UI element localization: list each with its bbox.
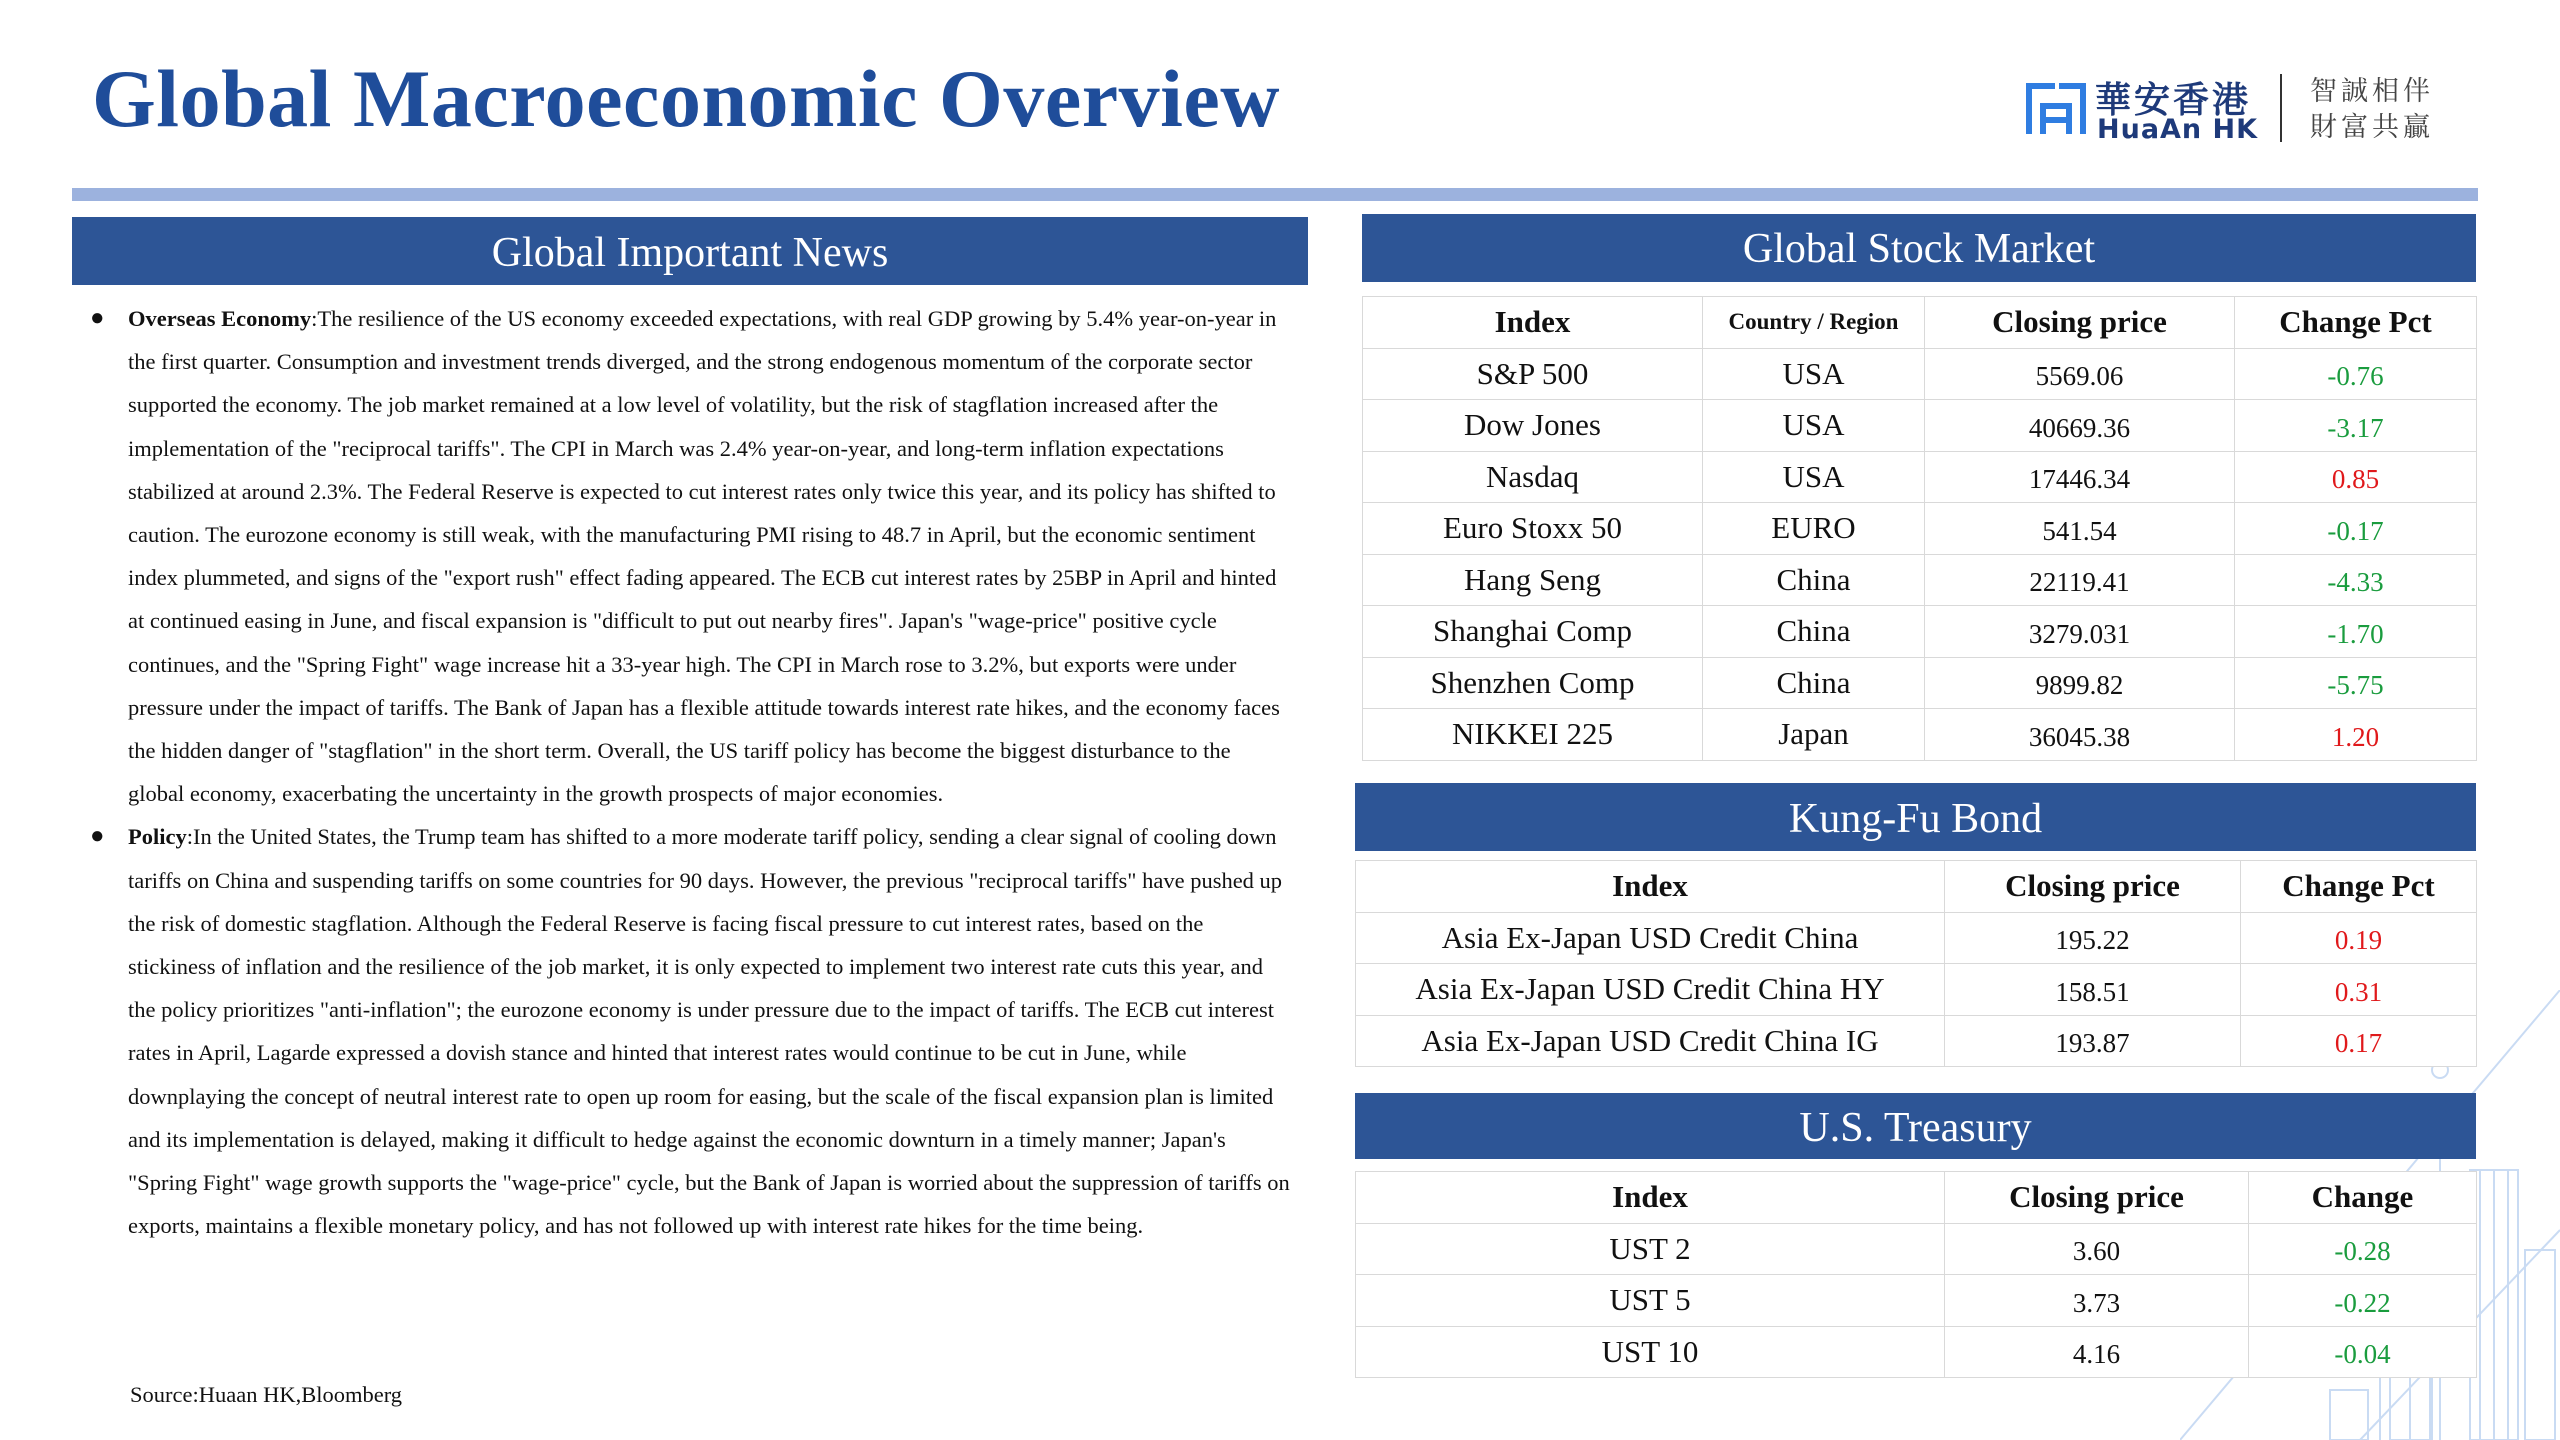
change-pct-cell: -0.76 bbox=[2235, 348, 2477, 400]
news-item-label: Overseas Economy bbox=[128, 306, 312, 331]
slogan-line-2: 財富共贏 bbox=[2310, 112, 2434, 143]
column-header: Closing price bbox=[1945, 861, 2241, 913]
closing-price-cell: 22119.41 bbox=[1925, 554, 2235, 606]
change-pct-cell: -4.33 bbox=[2235, 554, 2477, 606]
news-item-text: The resilience of the US economy exceeded expectations, with real GDP growing by 5.4% year-on-year in the first quarter. Consumption and investment trends diverged, and the strong endogenous momentum of the corporate sector supported the economy. The job market remained at a low level of volatility, but the risk of stagflation increased after the implementation of the "reciprocal tariffs". The CPI in March was 2.4% year-on-year, and long-term inflation expectations stabilized at around 2.3%. The Federal Reserve is expected to cut interest rates only twice this year, and its policy has shifted to caution. The eurozone economy is still weak, with the manufacturing PMI rising to 48.7 in April, but the economic sentiment index plummeted, and signs of the "export rush" effect fading appeared. The ECB cut interest rates by 25BP in April and hinted at continued easing in June, and fiscal expansion is "difficult to put out nearby fires". Japan's "wage-price" positive cycle continues, and the "Spring Fight" wage increase hit a 33-year high. The CPI in March rose to 3.2%, but exports were under pressure under the impact of tariffs. The Bank of Japan has a flexible attitude towards interest rate hikes, and the economy faces the hidden danger of "stagflation" in the short term. Overall, the US tariff policy has become the biggest disturbance to the global economy, exacerbating the uncertainty in the growth prospects of major economies. bbox=[128, 306, 1280, 807]
column-header: Country / Region bbox=[1703, 297, 1925, 349]
index-cell: Dow Jones bbox=[1363, 400, 1703, 452]
region-cell: China bbox=[1703, 554, 1925, 606]
region-cell: USA bbox=[1703, 451, 1925, 503]
change-pct-cell: 0.85 bbox=[2235, 451, 2477, 503]
closing-price-cell: 541.54 bbox=[1925, 503, 2235, 555]
news-item-overseas-economy bbox=[90, 297, 1290, 815]
column-header: Index bbox=[1356, 1172, 1945, 1224]
column-header: Change Pct bbox=[2235, 297, 2477, 349]
table-row bbox=[1363, 554, 2477, 606]
index-cell: Shanghai Comp bbox=[1363, 606, 1703, 658]
change-cell: -0.22 bbox=[2249, 1275, 2477, 1327]
index-cell: UST 2 bbox=[1356, 1223, 1945, 1275]
closing-price-cell: 36045.38 bbox=[1925, 709, 2235, 761]
logo-name-cn: 華安香港 bbox=[2095, 80, 2252, 121]
index-cell: Asia Ex-Japan USD Credit China HY bbox=[1356, 964, 1945, 1016]
index-cell: Hang Seng bbox=[1363, 554, 1703, 606]
change-cell: -0.04 bbox=[2249, 1326, 2477, 1378]
table-header-row bbox=[1363, 297, 2477, 349]
change-pct-cell: -5.75 bbox=[2235, 657, 2477, 709]
table-row bbox=[1356, 1223, 2477, 1275]
closing-price-cell: 158.51 bbox=[1945, 964, 2241, 1016]
bullet-icon: ● bbox=[90, 305, 105, 331]
treasury-table bbox=[1355, 1171, 2477, 1378]
news-item-text: In the United States, the Trump team has shifted to a more moderate tariff policy, sending a clear signal of cooling down tariffs on China and suspending tariffs on some countries for 90 days. However, the previous "reciprocal tariffs" have pushed up the risk of domestic stagflation. Although the Federal Reserve is facing fiscal pressure to cut interest rates, based on the stickiness of inflation and the resilience of the job market, it is only expected to implement two interest rate cuts this year, and the policy prioritizes "anti-inflation"; the eurozone economy is under pressure due to the impact of tariffs. The ECB cut interest rates in April, Lagarde expressed a dovish stance and hinted that interest rates would continue to be cut in June, while downplaying the concept of neutral interest rate to open up room for easing, but the scale of the fiscal expansion plan is limited and its implementation is delayed, making it difficult to hedge against the economic downturn in a timely manner; Japan's "Spring Fight" wage growth supports the "wage-price" cycle, but the Bank of Japan is worried about the suppression of tariffs on exports, maintains a flexible monetary policy, and has not followed up with interest rate hikes for the time being. bbox=[128, 824, 1290, 1239]
column-header: Index bbox=[1363, 297, 1703, 349]
index-cell: Shenzhen Comp bbox=[1363, 657, 1703, 709]
news-item-sep: : bbox=[186, 824, 193, 850]
region-cell: China bbox=[1703, 606, 1925, 658]
source-note: Source:Huaan HK,Bloomberg bbox=[130, 1382, 403, 1407]
logo-slogan bbox=[2310, 74, 2434, 146]
change-pct-cell: 0.31 bbox=[2241, 964, 2477, 1016]
stock-table bbox=[1362, 296, 2477, 761]
table-row bbox=[1356, 912, 2477, 964]
change-pct-cell: -0.17 bbox=[2235, 503, 2477, 555]
index-cell: Asia Ex-Japan USD Credit China bbox=[1356, 912, 1945, 964]
bond-table bbox=[1355, 860, 2477, 1067]
change-pct-cell: -3.17 bbox=[2235, 400, 2477, 452]
region-cell: Japan bbox=[1703, 709, 1925, 761]
column-header: Change bbox=[2249, 1172, 2477, 1224]
bullet-icon: ● bbox=[90, 823, 105, 850]
stock-header: Global Stock Market bbox=[1362, 214, 2476, 282]
closing-price-cell: 3.73 bbox=[1945, 1275, 2249, 1327]
column-header: Change Pct bbox=[2241, 861, 2477, 913]
index-cell: Asia Ex-Japan USD Credit China IG bbox=[1356, 1015, 1945, 1067]
closing-price-cell: 3.60 bbox=[1945, 1223, 2249, 1275]
slogan-line-1: 智誠相伴 bbox=[2310, 76, 2434, 107]
news-item-policy bbox=[90, 815, 1290, 1247]
news-header: Global Important News bbox=[72, 217, 1308, 285]
closing-price-cell: 3279.031 bbox=[1925, 606, 2235, 658]
closing-price-cell: 193.87 bbox=[1945, 1015, 2241, 1067]
region-cell: USA bbox=[1703, 348, 1925, 400]
index-cell: Nasdaq bbox=[1363, 451, 1703, 503]
table-header-row bbox=[1356, 861, 2477, 913]
company-logo bbox=[2025, 70, 2445, 150]
closing-price-cell: 9899.82 bbox=[1925, 657, 2235, 709]
table-row bbox=[1363, 606, 2477, 658]
table-row bbox=[1363, 348, 2477, 400]
table-header-row bbox=[1356, 1172, 2477, 1224]
table-row bbox=[1363, 503, 2477, 555]
table-row bbox=[1363, 709, 2477, 761]
logo-divider bbox=[2280, 74, 2282, 142]
column-header: Closing price bbox=[1945, 1172, 2249, 1224]
change-pct-cell: 1.20 bbox=[2235, 709, 2477, 761]
index-cell: S&P 500 bbox=[1363, 348, 1703, 400]
treasury-header: U.S. Treasury bbox=[1355, 1093, 2476, 1159]
table-row bbox=[1356, 1015, 2477, 1067]
change-pct-cell: 0.19 bbox=[2241, 912, 2477, 964]
news-item-label: Policy bbox=[128, 824, 187, 850]
title-rule bbox=[72, 188, 2478, 201]
page-title: Global Macroeconomic Overview bbox=[92, 53, 1281, 144]
change-pct-cell: -1.70 bbox=[2235, 606, 2477, 658]
index-cell: UST 10 bbox=[1356, 1326, 1945, 1378]
region-cell: EURO bbox=[1703, 503, 1925, 555]
index-cell: UST 5 bbox=[1356, 1275, 1945, 1327]
huaan-logo-mark-icon bbox=[2025, 76, 2087, 138]
region-cell: USA bbox=[1703, 400, 1925, 452]
index-cell: NIKKEI 225 bbox=[1363, 709, 1703, 761]
column-header: Closing price bbox=[1925, 297, 2235, 349]
logo-name-en: HuaAn HK bbox=[2097, 114, 2259, 145]
bond-header: Kung-Fu Bond bbox=[1355, 783, 2476, 851]
closing-price-cell: 195.22 bbox=[1945, 912, 2241, 964]
change-pct-cell: 0.17 bbox=[2241, 1015, 2477, 1067]
index-cell: Euro Stoxx 50 bbox=[1363, 503, 1703, 555]
closing-price-cell: 40669.36 bbox=[1925, 400, 2235, 452]
table-row bbox=[1356, 1326, 2477, 1378]
table-row bbox=[1356, 964, 2477, 1016]
closing-price-cell: 5569.06 bbox=[1925, 348, 2235, 400]
closing-price-cell: 4.16 bbox=[1945, 1326, 2249, 1378]
column-header: Index bbox=[1356, 861, 1945, 913]
table-row bbox=[1363, 657, 2477, 709]
table-row bbox=[1363, 400, 2477, 452]
region-cell: China bbox=[1703, 657, 1925, 709]
news-item-sep: : bbox=[311, 306, 318, 331]
change-cell: -0.28 bbox=[2249, 1223, 2477, 1275]
news-list bbox=[90, 297, 1290, 1247]
table-row bbox=[1356, 1275, 2477, 1327]
table-row bbox=[1363, 451, 2477, 503]
closing-price-cell: 17446.34 bbox=[1925, 451, 2235, 503]
